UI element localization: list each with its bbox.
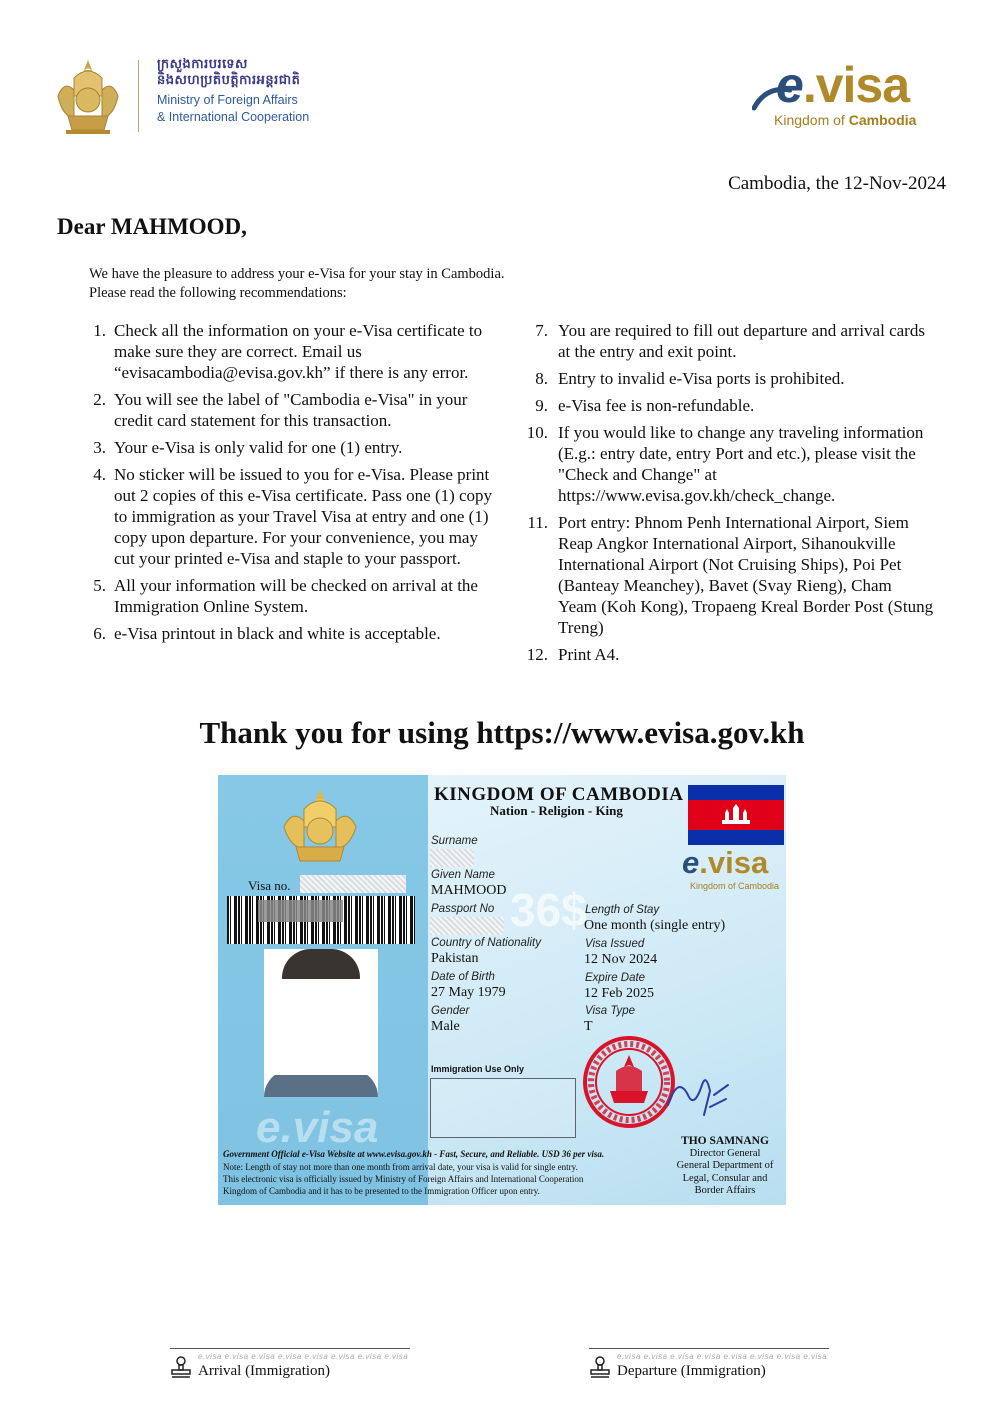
item-text: e-Visa printout in black and white is acceptable. bbox=[114, 624, 441, 643]
ministry-en-line-2: & International Cooperation bbox=[157, 110, 310, 124]
length-of-stay-value: One month (single entry) bbox=[584, 918, 726, 933]
visa-footer-line-3: Kingdom of Cambodia and it has to be presented to the Immigration Officer upon entry. bbox=[223, 1186, 540, 1196]
item-number: 3. bbox=[93, 438, 106, 457]
list-item bbox=[524, 320, 934, 362]
item-text: Port entry: Phnom Penh International Airport, Siem Reap Angkor International Airport, Sihanoukville International Airport (Not Cruising Ships), Poi Pet (Banteay Meanchey), Bavet (Svay Rieng), Cham Yeam (Koh Kong), Tropaeng Kreal Border Post (Stung Treng) bbox=[558, 513, 934, 637]
nationality-label: Country of Nationality bbox=[431, 937, 541, 949]
item-text: Your e-Visa is only valid for one (1) entry. bbox=[114, 438, 403, 457]
list-item bbox=[524, 395, 934, 416]
logo-e: e bbox=[776, 57, 803, 113]
redacted-surname bbox=[430, 849, 474, 867]
kingdom-title: KINGDOM OF CAMBODIA bbox=[434, 784, 684, 805]
passport-label: Passport No bbox=[431, 903, 495, 915]
item-text: You will see the label of "Cambodia e-Visa" in your credit card statement for this transaction. bbox=[114, 390, 468, 430]
recommendations-right bbox=[524, 320, 934, 671]
visa-footer-line-1: Note: Length of stay not more than one month from arrival date, your visa is valid for single entry. bbox=[223, 1162, 578, 1172]
dob-label: Date of Birth bbox=[431, 971, 495, 983]
item-text: No sticker will be issued to you for e-Visa. Please print out 2 copies of this e-Visa certificate. Pass one (1) copy to immigration as your Travel Visa at entry and one (1) copy upon departure. For your convenience, you may cut your printed e-Visa and staple to your passport. bbox=[114, 465, 493, 568]
item-number: 5. bbox=[93, 576, 106, 595]
item-number: 9. bbox=[535, 396, 548, 415]
list-item bbox=[524, 512, 934, 638]
header-divider bbox=[138, 60, 139, 132]
item-text: You are required to fill out departure and arrival cards at the entry and exit point. bbox=[558, 321, 925, 361]
visa-number-label: Visa no. bbox=[248, 878, 291, 893]
item-number: 1. bbox=[93, 321, 106, 340]
gender-value: Male bbox=[431, 1019, 460, 1034]
ministry-en-line-1: Ministry of Foreign Affairs bbox=[157, 93, 298, 107]
recommendations-left bbox=[88, 320, 494, 650]
thank-you-heading: Thank you for using https://www.evisa.gov.kh bbox=[199, 715, 805, 750]
gender-label: Gender bbox=[431, 1005, 470, 1017]
stub-watermark: e.visa e.visa e.visa e.visa e.visa e.visa e.visa e.visa bbox=[198, 1352, 409, 1361]
list-item bbox=[88, 389, 494, 431]
intro-line-1: We have the pleasure to address your e-Visa for your stay in Cambodia. bbox=[89, 266, 505, 282]
fee-watermark: 36$ bbox=[510, 884, 587, 936]
item-number: 6. bbox=[93, 624, 106, 643]
ministry-khmer-line-1: ក្រសួងការបរទេស bbox=[157, 56, 248, 71]
arrival-stub bbox=[170, 1348, 412, 1384]
list-item bbox=[88, 575, 494, 617]
visa-type-value: T bbox=[584, 1019, 593, 1034]
stamp-icon bbox=[589, 1356, 611, 1378]
greeting: Dear MAHMOOD, bbox=[57, 214, 247, 239]
visa-type-label: Visa Type bbox=[585, 1005, 636, 1017]
length-of-stay-label: Length of Stay bbox=[585, 904, 660, 916]
item-number: 12. bbox=[526, 645, 548, 664]
applicant-photo bbox=[264, 949, 378, 1097]
departure-stub bbox=[589, 1348, 831, 1384]
date-line: Cambodia, the 12-Nov-2024 bbox=[728, 173, 946, 194]
item-text: e-Visa fee is non-refundable. bbox=[558, 396, 755, 415]
visa-issued-label: Visa Issued bbox=[585, 938, 645, 950]
expire-date-value: 12 Feb 2025 bbox=[584, 986, 654, 1001]
list-item bbox=[524, 422, 934, 506]
signer-title-4: Border Affairs bbox=[694, 1185, 756, 1196]
visa-issued-value: 12 Nov 2024 bbox=[584, 952, 658, 967]
item-number: 4. bbox=[93, 465, 106, 484]
dob-value: 27 May 1979 bbox=[431, 985, 506, 1000]
immigration-use-box bbox=[430, 1078, 576, 1138]
signature-icon bbox=[658, 1065, 738, 1125]
given-name-label: Given Name bbox=[431, 869, 495, 881]
item-number: 2. bbox=[93, 390, 106, 409]
list-item bbox=[88, 623, 494, 644]
visa-footer-bold: Government Official e-Visa Website at www.evisa.gov.kh - Fast, Secure, and Reliable. USD 36 per visa. bbox=[223, 1149, 605, 1159]
intro-text bbox=[89, 265, 505, 303]
item-number: 8. bbox=[535, 369, 548, 388]
signer-title-3: Legal, Consular and bbox=[682, 1172, 768, 1184]
list-item bbox=[524, 644, 934, 665]
logo-sub-bold: Cambodia bbox=[848, 112, 917, 128]
redacted-visa-number bbox=[300, 875, 406, 893]
signer-title-1: Director General bbox=[689, 1147, 761, 1159]
departure-label: Departure (Immigration) bbox=[617, 1363, 766, 1379]
list-item bbox=[88, 320, 494, 383]
stub-divider bbox=[170, 1348, 410, 1349]
arrival-label: Arrival (Immigration) bbox=[198, 1363, 331, 1379]
item-text: Check all the information on your e-Visa certificate to make sure they are correct. Email us “evisacambodia@evisa.gov.kh” if there is any error. bbox=[114, 321, 483, 382]
card-evisa-logo bbox=[680, 845, 784, 893]
signer-name: THO SAMNANG bbox=[681, 1135, 769, 1147]
cambodia-flag-icon bbox=[688, 785, 784, 845]
item-number: 10. bbox=[526, 423, 548, 442]
card-logo-sub: Kingdom of Cambodia bbox=[690, 881, 780, 891]
ministry-name bbox=[157, 56, 309, 126]
stamp-icon bbox=[170, 1356, 192, 1378]
evisa-logo bbox=[752, 57, 948, 134]
visa-certificate bbox=[218, 775, 786, 1205]
nationality-value: Pakistan bbox=[431, 951, 479, 966]
logo-visa: .visa bbox=[802, 57, 910, 113]
motto: Nation - Religion - King bbox=[490, 803, 623, 818]
card-logo-visa: .visa bbox=[699, 845, 769, 880]
item-text: If you would like to change any traveling information (E.g.: entry date, entry Port and etc.), please visit the "Check and Change" at https://www.evisa.gov.kh/check_change. bbox=[558, 423, 924, 505]
ministry-khmer-line-2: និងសហប្រតិបត្តិការអន្តរជាតិ bbox=[157, 72, 301, 87]
signer-block bbox=[658, 1135, 786, 1198]
list-item bbox=[88, 464, 494, 569]
redacted-passport-number bbox=[430, 917, 504, 935]
stub-divider bbox=[589, 1348, 829, 1349]
signer-title-2: General Department of bbox=[676, 1160, 774, 1171]
logo-sub-prefix: Kingdom of bbox=[774, 112, 849, 128]
card-logo-e: e bbox=[682, 845, 700, 880]
stub-watermark: e.visa e.visa e.visa e.visa e.visa e.visa e.visa e.visa bbox=[617, 1352, 828, 1361]
surname-label: Surname bbox=[431, 835, 478, 847]
item-number: 11. bbox=[527, 513, 548, 532]
list-item bbox=[88, 437, 494, 458]
item-text: All your information will be checked on arrival at the Immigration Online System. bbox=[114, 576, 478, 616]
redacted-barcode-text bbox=[258, 900, 343, 922]
given-name-value: MAHMOOD bbox=[431, 883, 507, 898]
item-text: Print A4. bbox=[558, 645, 620, 664]
list-item bbox=[524, 368, 934, 389]
immigration-use-label: Immigration Use Only bbox=[431, 1064, 525, 1074]
evisa-watermark: e.visa bbox=[256, 1103, 379, 1152]
item-number: 7. bbox=[535, 321, 548, 340]
visa-footer-line-2: This electronic visa is officially issued by Ministry of Foreign Affairs and International Cooperation bbox=[223, 1174, 584, 1184]
item-text: Entry to invalid e-Visa ports is prohibited. bbox=[558, 369, 845, 388]
visa-footer-notes bbox=[223, 1161, 583, 1197]
expire-date-label: Expire Date bbox=[585, 972, 646, 984]
royal-arms-icon bbox=[278, 787, 362, 867]
intro-line-2: Please read the following recommendations: bbox=[89, 285, 347, 301]
royal-arms-icon bbox=[52, 56, 124, 136]
